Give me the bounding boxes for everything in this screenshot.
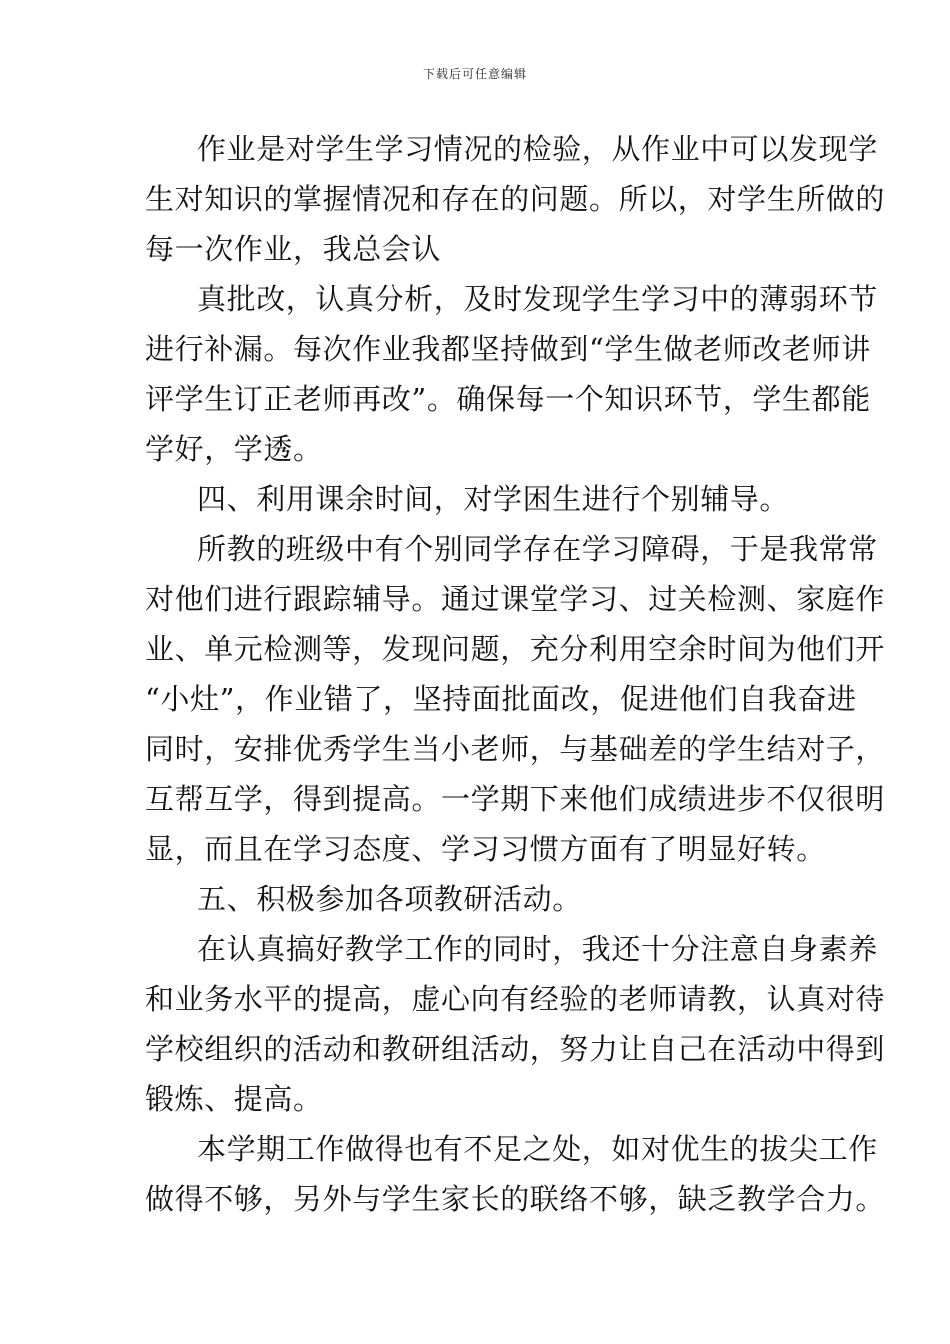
section-heading-4: 四、利用课余时间，对学困生进行个别辅导。 <box>197 482 790 516</box>
page-header-note: 下载后可任意编辑 <box>422 67 527 81</box>
text-line: 业、单元检测等，发现问题，充分利用空余时间为他们开 <box>145 632 886 666</box>
text-line: 学校组织的活动和教研组活动，努力让自己在活动中得到 <box>145 1032 886 1066</box>
text-line: 生对知识的掌握情况和存在的问题。所以，对学生所做的 <box>145 182 886 216</box>
text-line: 显，而且在学习态度、学习习惯方面有了明显好转。 <box>145 832 826 866</box>
text-line: “小灶”，作业错了，坚持面批面改，促进他们自我奋进 <box>145 682 857 716</box>
text-line: 做得不够，另外与学生家长的联络不够，缺乏教学合力。 <box>145 1182 886 1216</box>
text-line: 对他们进行跟踪辅导。通过课堂学习、过关检测、家庭作 <box>145 582 886 616</box>
text-line: 进行补漏。每次作业我都坚持做到“学生做老师改老师讲 <box>145 332 871 366</box>
text-line: 锻炼、提高。 <box>145 1082 323 1116</box>
text-line: 评学生订正老师再改”。确保每一个知识环节，学生都能 <box>145 382 871 416</box>
text-line: 和业务水平的提高，虚心向有经验的老师请教，认真对待 <box>145 982 886 1016</box>
text-line: 真批改，认真分析，及时发现学生学习中的薄弱环节 <box>197 282 878 316</box>
section-heading-5: 五、积极参加各项教研活动。 <box>197 882 582 916</box>
text-line: 学好，学透。 <box>145 432 323 466</box>
text-line: 互帮互学，得到提高。一学期下来他们成绩进步不仅很明 <box>145 782 886 816</box>
text-line: 每一次作业，我总会认 <box>145 232 442 266</box>
text-line: 作业是对学生学习情况的检验，从作业中可以发现学 <box>197 132 878 166</box>
text-line: 本学期工作做得也有不足之处，如对优生的拔尖工作 <box>197 1132 878 1166</box>
document-body <box>145 124 886 1224</box>
text-line: 在认真搞好教学工作的同时，我还十分注意自身素养 <box>197 932 878 966</box>
text-line: 同时，安排优秀学生当小老师，与基础差的学生结对子， <box>145 732 886 766</box>
text-line: 所教的班级中有个别同学存在学习障碍，于是我常常 <box>197 532 878 566</box>
